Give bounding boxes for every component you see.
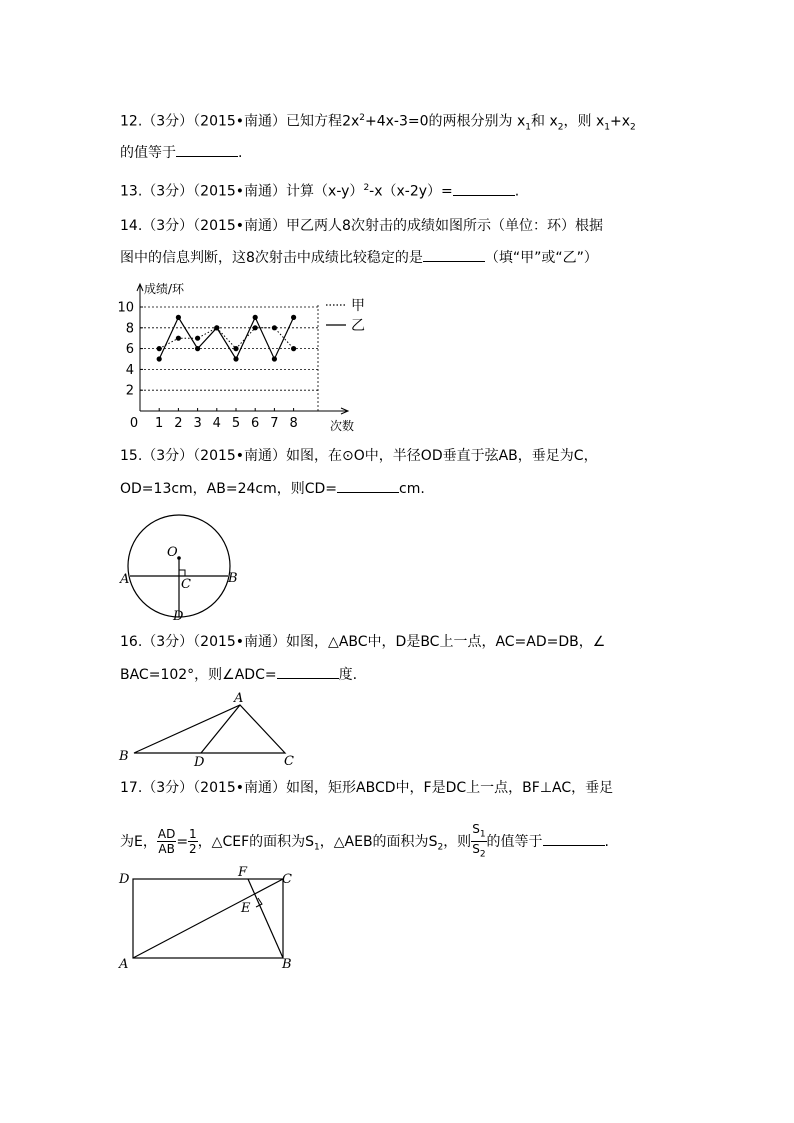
data-point-yi-2 [176, 315, 181, 320]
q17-answer-blank[interactable] [543, 831, 605, 846]
q12-sum1-sub: 1 [604, 122, 610, 133]
q14-line1-text: 14.（3分）（2015•南通）甲乙两人8次射击的成绩如图所示（单位：环）根据 [120, 218, 603, 234]
q14-answer-blank[interactable] [423, 247, 485, 262]
x-tick-label-3: 3 [193, 416, 202, 431]
y-tick-label-2: 2 [125, 383, 134, 399]
q12-sum2: x [621, 113, 631, 130]
q15-line2-tail: cm. [399, 481, 425, 497]
data-point-jia-8 [291, 346, 296, 351]
q17-for-e: 为E， [120, 833, 157, 850]
frac-num: 1 [189, 827, 197, 842]
q17-s1: S [305, 833, 315, 850]
q16-line1 [120, 632, 605, 652]
q17-s2: S [428, 833, 438, 850]
frac-den [471, 842, 486, 861]
x-tick-label-1: 1 [155, 416, 164, 431]
label-d: D [173, 609, 184, 624]
label-e: E [241, 901, 251, 916]
q15-line1 [120, 446, 598, 466]
q13-rest: -x（x-2y）= [369, 183, 453, 200]
x-tick-label-2: 2 [174, 416, 183, 431]
label-b: B [228, 571, 238, 586]
q14-line1 [120, 216, 603, 236]
q12-then: ，则 [563, 113, 592, 130]
frac-num-sub: 1 [479, 829, 486, 840]
y-tick-label-10: 10 [117, 300, 134, 316]
q15-answer-blank[interactable] [337, 478, 399, 493]
label-o: O [167, 545, 178, 560]
x-tick-label-8: 8 [289, 416, 298, 431]
chart-ylabel: 成绩/环 [144, 282, 185, 296]
q12-eq-sup: 2 [359, 113, 365, 123]
q13-end: . [514, 183, 520, 200]
q12-line1 [120, 108, 636, 137]
frac-den-s: S [472, 842, 480, 857]
label-c: C [282, 872, 292, 887]
q12-eq-b: +4x-3=0的两根分别为 [365, 113, 513, 130]
q14-line2-text: 图中的信息判断，这8次射击中成绩比较稳定的是 [120, 250, 423, 266]
x-tick-label-5: 5 [231, 416, 241, 431]
data-point-yi-1 [157, 356, 162, 361]
q17-end: . [604, 833, 609, 850]
data-point-yi-5 [233, 356, 238, 361]
data-point-jia-7 [272, 325, 277, 330]
frac-num: AD [157, 827, 176, 842]
q17-text-b: ，△CEF的面积为 [197, 833, 306, 850]
q17-text-d: ，则 [443, 833, 472, 850]
q12-root1: x [516, 113, 526, 130]
triangle-figure [116, 690, 306, 770]
x-tick-label-0: 0 [129, 416, 139, 431]
chart-grid [140, 305, 318, 411]
data-point-jia-3 [195, 336, 200, 341]
label-b: B [119, 749, 129, 764]
q12-sum2-sub: 2 [630, 122, 636, 133]
data-point-yi-6 [253, 315, 258, 320]
chart-xlabel: 次数 [330, 419, 355, 433]
data-point-jia-2 [176, 336, 181, 341]
label-a: A [234, 691, 244, 706]
chart-series [157, 315, 297, 362]
fraction-s1-s2 [471, 822, 486, 862]
legend-label-jia: 甲 [351, 298, 365, 314]
label-c: C [181, 577, 191, 592]
q17-text-c: ，△AEB的面积为 [319, 833, 429, 850]
segment-ad [201, 705, 240, 753]
q16-line2-tail: 度. [338, 667, 358, 683]
q17-s2-sub: 2 [437, 842, 444, 853]
q12-eq-a: 2x [342, 113, 360, 130]
q17-line2 [120, 822, 609, 866]
q15-line2-text: OD=13cm，AB=24cm，则CD= [120, 481, 338, 497]
q12-sum1: x [595, 113, 605, 130]
q16-line2 [120, 664, 357, 685]
label-a: A [119, 957, 129, 972]
q12-line2-text: 的值等于 [120, 145, 176, 161]
q17-line1-text: 17.（3分）（2015•南通）如图，矩形ABCD中，F是DC上一点，BF⊥AC，垂足 [120, 780, 614, 796]
q12-end: . [238, 145, 243, 161]
data-point-jia-1 [157, 346, 162, 351]
q14-line2-tail: （填“甲”或“乙”） [484, 250, 598, 266]
q16-line2-text: BAC=102°，则∠ADC= [120, 667, 277, 683]
frac-num-s: S [472, 822, 480, 836]
q12-answer-blank[interactable] [176, 142, 238, 157]
q17-line1 [120, 778, 613, 798]
label-c: C [284, 754, 294, 769]
data-point-yi-8 [291, 315, 296, 320]
q12-line2 [120, 142, 242, 163]
data-point-jia-6 [253, 325, 258, 330]
data-point-jia-5 [233, 346, 238, 351]
fraction-one-half [188, 827, 198, 856]
label-d: D [194, 755, 205, 770]
q15-line2 [120, 478, 425, 499]
q14-line2 [120, 247, 598, 268]
circle-figure [118, 510, 248, 626]
y-tick-label-4: 4 [125, 362, 134, 378]
y-tick-label-6: 6 [125, 342, 134, 358]
q17-s1-sub: 1 [314, 842, 320, 853]
legend-label-yi: 乙 [351, 318, 365, 334]
x-tick-label-7: 7 [270, 416, 279, 431]
data-point-yi-3 [195, 346, 200, 351]
frac-den: AB [158, 842, 175, 857]
q17-eq: = [176, 833, 189, 850]
q13-answer-blank[interactable] [453, 181, 515, 196]
frac-num [471, 822, 486, 842]
q12-root2: x [549, 113, 558, 130]
q13-line [120, 178, 519, 202]
q17-text-e: 的值等于 [486, 833, 543, 850]
x-tick-label-4: 4 [212, 416, 221, 431]
label-b: B [282, 957, 292, 972]
frac-den-sub: 2 [479, 849, 486, 860]
diagonal-ac [133, 879, 283, 958]
frac-den: 2 [189, 842, 197, 857]
q16-line1-text: 16.（3分）（2015•南通）如图，△ABC中，D是BC上一点，AC=AD=DB，∠ [120, 634, 606, 650]
data-point-yi-4 [214, 325, 219, 330]
triangle-abc [134, 705, 285, 753]
q16-answer-blank[interactable] [277, 664, 339, 679]
q12-plus: + [609, 113, 622, 130]
segment-bf [248, 879, 283, 958]
chart-legend [326, 298, 365, 334]
q13-sup: 2 [363, 183, 370, 193]
q15-line1-text: 15.（3分）（2015•南通）如图，在⊙O中，半径OD垂直于弦AB，垂足为C， [120, 448, 598, 464]
q12-and: 和 [531, 113, 546, 130]
label-f: F [238, 865, 248, 880]
q12-root1-sub: 1 [525, 122, 532, 133]
q13-label: 13.（3分）（2015•南通）计算（x-y） [120, 183, 364, 200]
center-dot [177, 556, 181, 560]
score-chart [117, 278, 380, 438]
right-angle-mark [179, 570, 185, 576]
data-point-yi-7 [272, 356, 277, 361]
x-tick-label-6: 6 [251, 416, 260, 431]
label-a: A [120, 572, 130, 587]
q12-label: 12.（3分）（2015•南通）已知方程 [120, 113, 343, 130]
fraction-ad-ab [157, 827, 176, 856]
q12-root2-sub: 2 [557, 122, 564, 133]
label-d: D [119, 872, 130, 887]
y-tick-label-8: 8 [125, 321, 134, 337]
rectangle-figure [116, 866, 306, 972]
